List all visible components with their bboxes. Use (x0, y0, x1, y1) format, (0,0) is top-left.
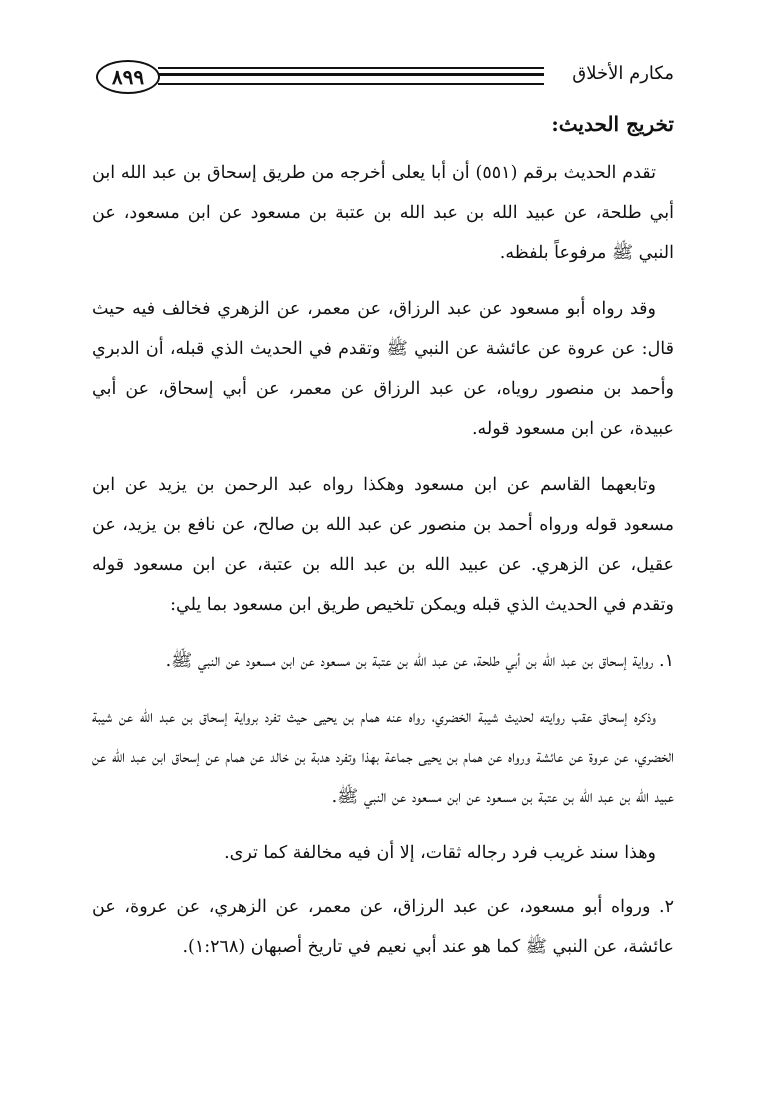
paragraph-4: وذكره إسحاق عقب روايته لحديث شيبة الخضري، رواه عنه همام بن يحيى حيث تفرد برواية إسحاق بن عبد الله عن شيبة الخضري، عن عروة عن عائشة ورواه عن همام بن يحيى جماعة بهذا وتفرد هدبة بن خالد عن همام عن إسحاق ابن عبد الله عن عبيد الله بن عبد الله بن عتبة بن مسعود عن ابن مسعود عن النبي ﷺ. (92, 707, 674, 807)
page-header (92, 58, 674, 94)
header-rule (158, 67, 544, 85)
paragraph-3: وتابعهما القاسم عن ابن مسعود وهكذا رواه عبد الرحمن بن يزيد عن ابن مسعود قوله ورواه أحمد بن منصور عن عبد الله بن صالح، عن نافع بن يزيد، عن عقيل، عن الزهري. عن عبيد الله بن عبد الله بن عتبة، عن ابن مسعود قوله وتقدم في الحديث الذي قبله ويمكن تلخيص طريق ابن مسعود بما يلي: (92, 475, 674, 615)
list-item-2: ٢. ورواه أبو مسعود، عن عبد الرزاق، عن معمر، عن الزهري، عن عروة، عن عائشة، عن النبي ﷺ كما هو عند أبي نعيم في تاريخ أصبهان (١:٢٦٨). (92, 897, 674, 957)
section-heading: تخريج الحديث: (551, 112, 674, 136)
paragraph-1: تقدم الحديث برقم (٥٥١) أن أبا يعلى أخرجه من طريق إسحاق بن عبد الله ابن أبي طلحة، عن عبيد الله بن عبد الله بن عتبة بن مسعود عن ابن مسعود، عن النبي ﷺ مرفوعاً بلفظه. (92, 163, 674, 263)
list-item-1: ١. رواية إسحاق بن عبد الله بن أبي طلحة، عن عبد الله بن عتبة بن مسعود عن ابن مسعود عن النبي ﷺ. (165, 651, 674, 671)
paragraph-2: وقد رواه أبو مسعود عن عبد الرزاق، عن معمر، عن الزهري فخالف فيه حيث قال: عن عروة عن عائشة عن النبي ﷺ وتقدم في الحديث الذي قبله، أن الدبري وأحمد بن منصور روياه، عن عبد الرزاق عن معمر، عن أبي إسحاق، عن أبي عبيدة، عن ابن مسعود قوله. (92, 299, 674, 439)
paragraph-5: وهذا سند غريب فرد رجاله ثقات، إلا أن فيه مخالفة كما ترى. (224, 843, 656, 863)
page-body (92, 103, 674, 983)
book-title: مكارم الأخلاق (572, 63, 674, 84)
page-number: ٨٩٩ (96, 60, 160, 94)
